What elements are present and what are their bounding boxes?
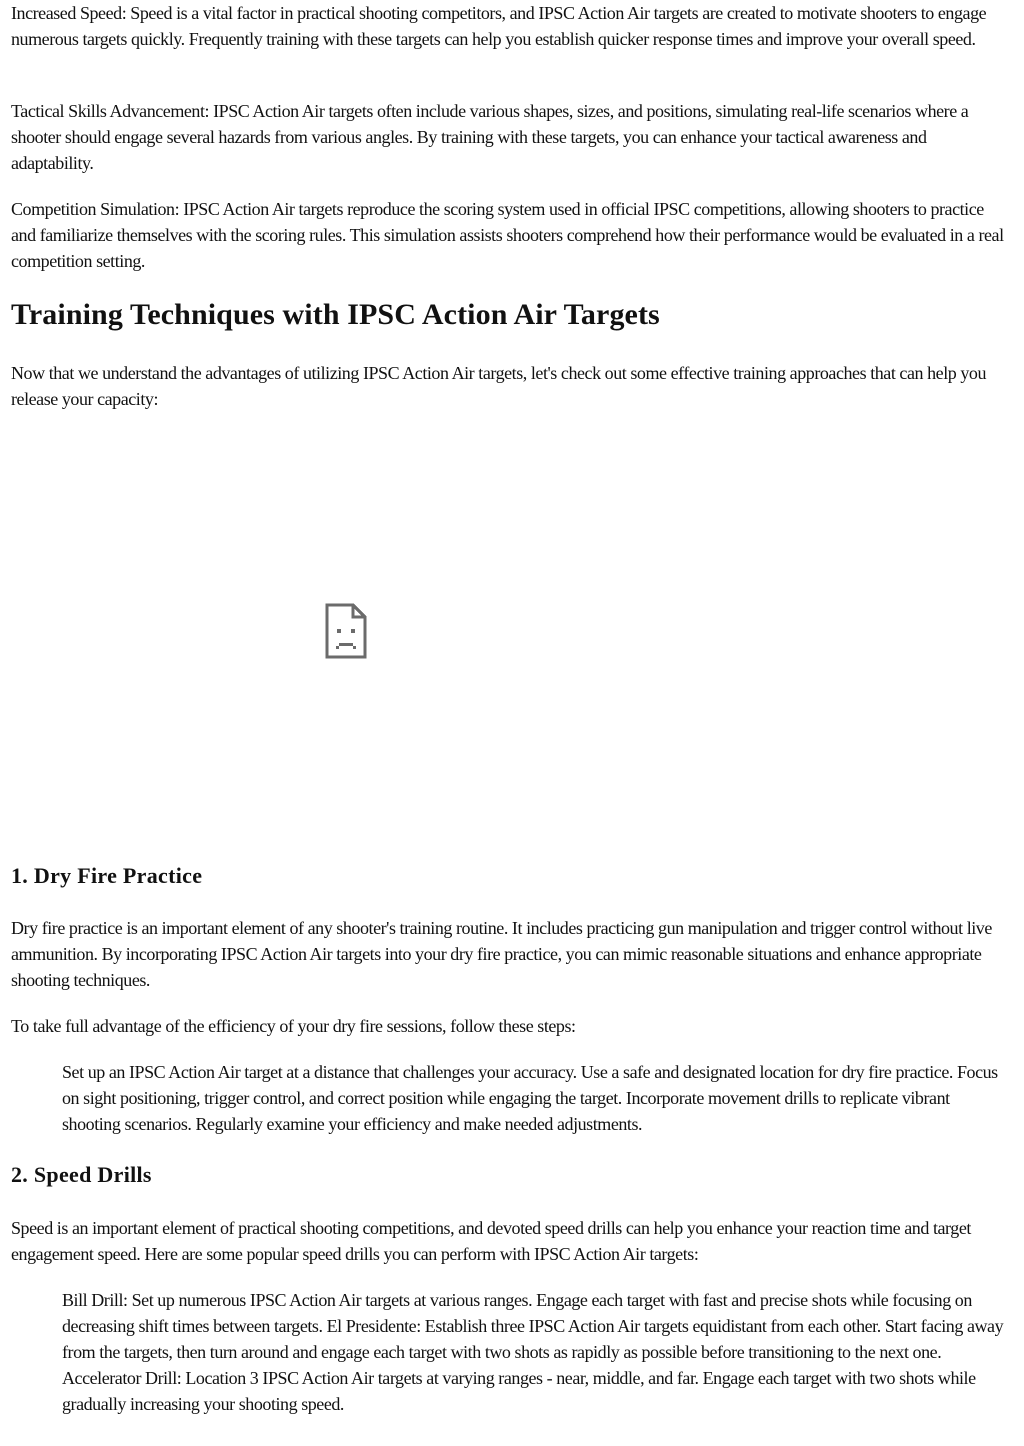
subheading-speed-drills: 2. Speed Drills: [11, 1162, 152, 1187]
subheading-dry-fire-practice: 1. Dry Fire Practice: [11, 863, 203, 888]
blockquote-dry-fire-steps: Set up an IPSC Action Air target at a distance that challenges your accuracy. Use a safe and designated location for dry fire practice. Focus on sight positioning, trigger control, and correct position while engaging the target. Incorporate movement drills to replicate vibrant shooting scenarios. Regularly examine your efficiency and make needed adjustments.: [62, 1062, 998, 1134]
blockquote-speed-drills-list: Bill Drill: Set up numerous IPSC Action Air targets at various ranges. Engage each target with fast and precise shots while focusing on decreasing shift times between targets. El Presidente: Establish three IPSC Action Air targets equidistant from each other. Start facing away from the targets, then turn around and engage each target with two shots as rapidly as possible before transitioning to the next one. Accelerator Drill: Location 3 IPSC Action Air targets at varying ranges - near, middle, and far. Engage each target with two shots while gradually increasing your shooting speed.: [62, 1290, 1004, 1414]
image-placeholder: [11, 430, 1011, 850]
broken-image-icon: [325, 603, 367, 659]
paragraph-tactical-skills: Tactical Skills Advancement: IPSC Action Air targets often include various shapes, sizes, and positions, simulating real-life scenarios where a shooter should engage several hazards from various angles. By training with these targets, you can enhance your tactical awareness and adaptability.: [11, 101, 969, 173]
section-heading-training-techniques: Training Techniques with IPSC Action Air Targets: [11, 298, 660, 331]
paragraph-speed-drills-intro: Speed is an important element of practical shooting competitions, and devoted speed drills can help you enhance your reaction time and target engagement speed. Here are some popular speed drills you can perform with IPSC Action Air targets:: [11, 1218, 971, 1264]
paragraph-training-intro: Now that we understand the advantages of utilizing IPSC Action Air targets, let's check out some effective training approaches that can help you release your capacity:: [11, 363, 986, 409]
paragraph-dry-fire-intro: Dry fire practice is an important element of any shooter's training routine. It includes practicing gun manipulation and trigger control without live ammunition. By incorporating IPSC Action Air targets into your dry fire practice, you can mimic reasonable situations and enhance appropriate shooting techniques.: [11, 918, 992, 990]
paragraph-increased-speed: Increased Speed: Speed is a vital factor in practical shooting competitors, and IPSC Action Air targets are created to motivate shooters to engage numerous targets quickly. Frequently training with these targets can help you establish quicker response times and improve your overall speed.: [11, 3, 987, 49]
paragraph-dry-fire-steps-intro: To take full advantage of the efficiency of your dry fire sessions, follow these steps:: [11, 1016, 576, 1036]
paragraph-competition-simulation: Competition Simulation: IPSC Action Air targets reproduce the scoring system used in official IPSC competitions, allowing shooters to practice and familiarize themselves with the scoring rules. This simulation assists shooters comprehend how their performance would be evaluated in a real competition setting.: [11, 199, 1004, 271]
